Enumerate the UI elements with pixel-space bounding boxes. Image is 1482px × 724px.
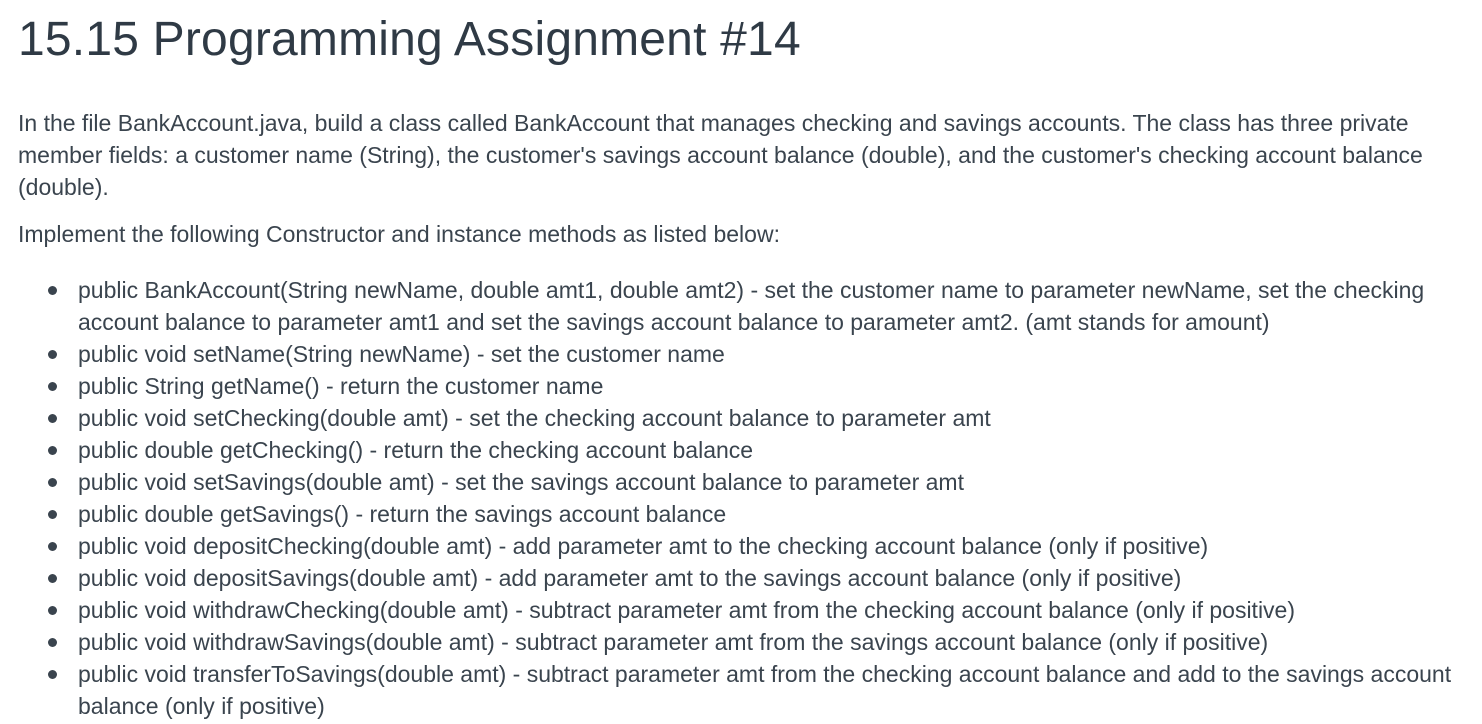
bullet-icon bbox=[48, 574, 57, 583]
bullet-icon bbox=[48, 350, 57, 359]
bullet-icon bbox=[48, 414, 57, 423]
method-text: public void setName(String newName) - set the customer name bbox=[78, 341, 725, 367]
method-text: public void setSavings(double amt) - set the savings account balance to parameter amt bbox=[78, 469, 964, 495]
list-item bbox=[18, 498, 1478, 530]
method-text: public void depositChecking(double amt) - add parameter amt to the checking account balance (only if positive) bbox=[78, 533, 1209, 559]
method-text: public void withdrawChecking(double amt) - subtract parameter amt from the checking account balance (only if positive) bbox=[78, 597, 1296, 623]
list-item bbox=[18, 562, 1478, 594]
method-text: public void depositSavings(double amt) - add parameter amt to the savings account balance (only if positive) bbox=[78, 565, 1182, 591]
list-item bbox=[18, 658, 1478, 722]
bullet-icon bbox=[48, 382, 57, 391]
list-item bbox=[18, 370, 1478, 402]
list-item bbox=[18, 626, 1478, 658]
method-text: public BankAccount(String newName, double amt1, double amt2) - set the customer name to parameter newName, set the checking account balance to parameter amt1 and set the savings account balance to parameter amt2. (amt stands for amount) bbox=[78, 277, 1425, 335]
bullet-icon bbox=[48, 542, 57, 551]
method-list bbox=[18, 274, 1478, 722]
method-text: public void withdrawSavings(double amt) - subtract parameter amt from the savings account balance (only if positive) bbox=[78, 629, 1269, 655]
method-text: public void setChecking(double amt) - set the checking account balance to parameter amt bbox=[78, 405, 991, 431]
bullet-icon bbox=[48, 670, 57, 679]
list-item bbox=[18, 466, 1478, 498]
list-item bbox=[18, 274, 1478, 338]
list-item bbox=[18, 434, 1478, 466]
method-text: public double getSavings() - return the savings account balance bbox=[78, 501, 727, 527]
bullet-icon bbox=[48, 510, 57, 519]
method-text: public double getChecking() - return the checking account balance bbox=[78, 437, 754, 463]
instruction-paragraph: Implement the following Constructor and instance methods as listed below: bbox=[18, 221, 780, 247]
intro-paragraph: In the file BankAccount.java, build a class called BankAccount that manages checking and savings accounts. The class has three private member fields: a customer name (String), the customer's savings account balance (double), and the customer's checking account balance (double). bbox=[18, 110, 1423, 200]
method-text: public String getName() - return the customer name bbox=[78, 373, 604, 399]
page-title: 15.15 Programming Assignment #14 bbox=[18, 13, 801, 66]
bullet-icon bbox=[48, 478, 57, 487]
bullet-icon bbox=[48, 638, 57, 647]
list-item bbox=[18, 530, 1478, 562]
bullet-icon bbox=[48, 286, 57, 295]
bullet-icon bbox=[48, 446, 57, 455]
bullet-icon bbox=[48, 606, 57, 615]
list-item bbox=[18, 402, 1478, 434]
list-item bbox=[18, 338, 1478, 370]
method-text: public void transferToSavings(double amt) - subtract parameter amt from the checking account balance and add to the savings account balance (only if positive) bbox=[78, 661, 1452, 719]
list-item bbox=[18, 594, 1478, 626]
